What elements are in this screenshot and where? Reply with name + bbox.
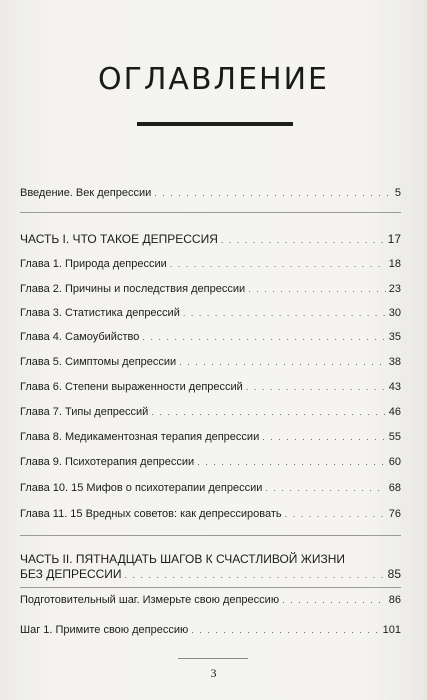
toc-entry-label: ЧАСТЬ I. ЧТО ТАКОЕ ДЕПРЕССИЯ: [20, 232, 218, 246]
dot-leader: [125, 568, 385, 582]
toc-entry-label: Глава 7. Типы депрессий: [20, 406, 149, 418]
toc-entry-page: 5: [394, 187, 401, 199]
section-divider: [20, 587, 401, 588]
dot-leader: [142, 330, 385, 344]
toc-entry-part-2[interactable]: [20, 567, 401, 582]
toc-entry-chapter-4[interactable]: [20, 330, 401, 344]
toc-entry-label: Глава 3. Статистика депрессий: [20, 307, 180, 319]
toc-entry-label: Подготовительный шаг. Измерьте свою депрессию: [20, 594, 280, 606]
toc-entry-page: 76: [388, 508, 401, 520]
toc-entry-label: Глава 10. 15 Мифов о психотерапии депрессии: [20, 482, 263, 494]
toc-entry-chapter-5[interactable]: [20, 355, 401, 369]
toc-entry-page: 60: [388, 456, 401, 468]
toc-entry-page: 85: [387, 567, 401, 581]
dot-leader: [183, 306, 386, 320]
toc-entry-label: БЕЗ ДЕПРЕССИИ: [20, 567, 122, 581]
toc-entry-chapter-7[interactable]: [20, 405, 401, 419]
toc-entry-page: 55: [388, 431, 401, 443]
toc-entry-label: Глава 9. Психотерапия депрессии: [20, 456, 195, 468]
toc-entry-label: Глава 2. Причины и последствия депрессии: [20, 283, 246, 295]
toc-entry-label: Введение. Век депрессии: [20, 187, 152, 199]
dot-leader: [197, 455, 386, 469]
toc-entry-label: Глава 4. Самоубийство: [20, 331, 140, 343]
dot-leader: [246, 380, 386, 394]
toc-entry-page: 86: [388, 594, 401, 606]
dot-leader: [248, 282, 386, 296]
toc-entry-label: Глава 5. Симптомы депрессии: [20, 356, 177, 368]
toc-entry-chapter-1[interactable]: [20, 257, 401, 271]
dot-leader: [151, 405, 385, 419]
toc-entry-label: Глава 6. Степени выраженности депрессий: [20, 381, 243, 393]
dot-leader: [170, 257, 386, 271]
toc-entry-page: 68: [388, 482, 401, 494]
toc-entry-page: 43: [388, 381, 401, 393]
dot-leader: [285, 507, 386, 521]
toc-entry-label: Шаг 1. Примите свою депрессию: [20, 624, 189, 636]
toc-entry-introduction[interactable]: [20, 186, 401, 200]
footer-rule: [178, 658, 248, 659]
toc-entry-preparatory-step[interactable]: [20, 593, 401, 607]
toc-entry-chapter-9[interactable]: [20, 455, 401, 469]
toc-entry-page: 23: [388, 283, 401, 295]
toc-entry-step-1[interactable]: [20, 623, 401, 637]
toc-entry-chapter-10[interactable]: [20, 481, 401, 495]
toc-entry-page: 35: [388, 331, 401, 343]
toc-entry-page: 38: [388, 356, 401, 368]
page-number: 3: [210, 666, 217, 680]
toc-entry-page: 46: [388, 406, 401, 418]
toc-entry-chapter-6[interactable]: [20, 380, 401, 394]
toc-entry-label: Глава 8. Медикаментозная терапия депрессии: [20, 431, 260, 443]
toc-entry-part-2-line-1[interactable]: ЧАСТЬ II. ПЯТНАДЦАТЬ ШАГОВ К СЧАСТЛИВОЙ ЖИЗНИ: [20, 552, 345, 566]
toc-entry-page: 30: [388, 307, 401, 319]
toc-entry-label: Глава 11. 15 Вредных советов: как депрессировать: [20, 508, 282, 520]
toc-entry-page: 18: [388, 258, 401, 270]
toc-entry-chapter-8[interactable]: [20, 430, 401, 444]
dot-leader: [262, 430, 386, 444]
toc-entry-label: Глава 1. Природа депрессии: [20, 258, 167, 270]
dot-leader: [191, 623, 379, 637]
dot-leader: [179, 355, 386, 369]
dot-leader: [265, 481, 385, 495]
dot-leader: [221, 233, 385, 247]
toc-entry-page: 101: [382, 624, 401, 636]
toc-entry-chapter-11[interactable]: [20, 507, 401, 521]
toc-entry-chapter-3[interactable]: [20, 306, 401, 320]
dot-leader: [154, 186, 392, 200]
section-divider: [20, 535, 401, 536]
toc-entry-chapter-2[interactable]: [20, 282, 401, 296]
toc-entry-page: 17: [387, 232, 401, 246]
page-title: ОГЛАВЛЕНИЕ: [97, 62, 330, 97]
toc-entry-part-1[interactable]: [20, 232, 401, 247]
section-divider: [20, 212, 401, 213]
dot-leader: [282, 593, 386, 607]
